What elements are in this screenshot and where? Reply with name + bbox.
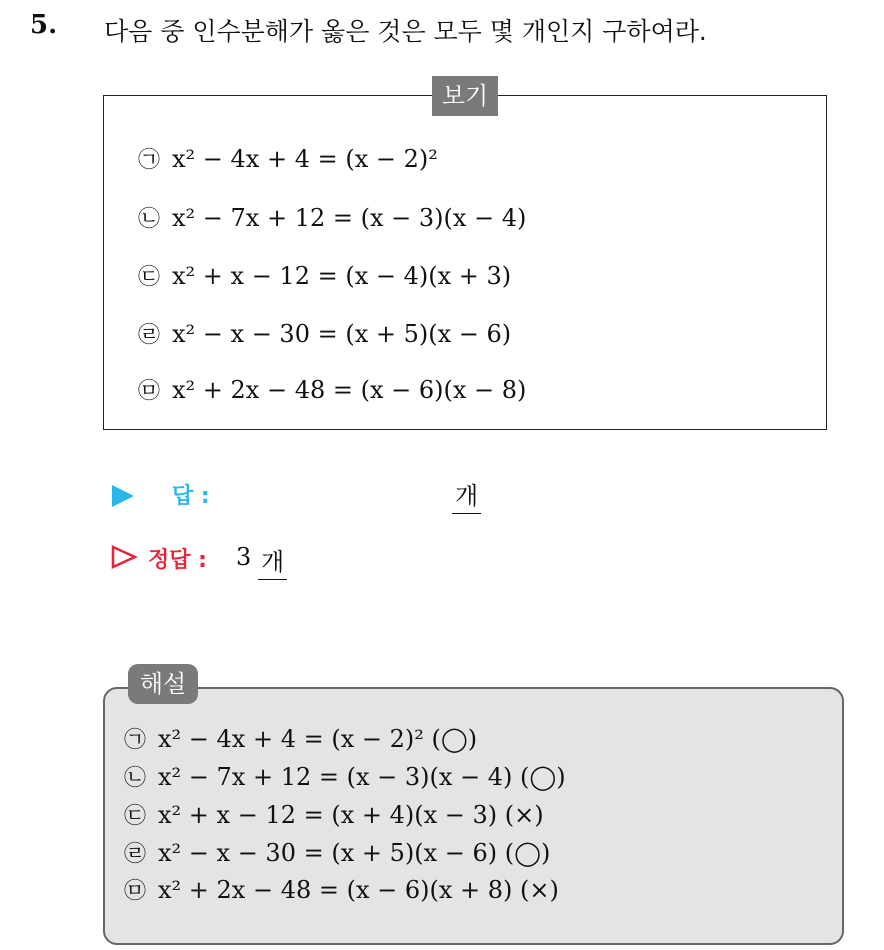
correct-unit: 개 <box>258 542 287 580</box>
item-marker: ㉣ <box>124 842 147 867</box>
item-marker: ㉡ <box>124 766 147 791</box>
item-marker: ㉢ <box>138 265 161 290</box>
item-expression: x² − 7x + 12 = (x − 3)(x − 4) (◯) <box>158 763 566 791</box>
bogi-item <box>138 260 511 291</box>
item-expression: x² + x − 12 = (x − 4)(x + 3) <box>172 262 512 290</box>
correct-arrow-icon <box>110 543 138 571</box>
item-marker: ㉤ <box>138 379 161 404</box>
item-expression: x² − 4x + 4 = (x − 2)² (◯) <box>158 725 478 753</box>
item-marker: ㉤ <box>124 879 147 904</box>
bogi-item <box>138 374 526 405</box>
item-marker: ㉢ <box>124 804 147 829</box>
item-marker: ㉠ <box>138 148 161 173</box>
question-number: 5. <box>30 10 58 40</box>
item-marker: ㉣ <box>138 323 161 348</box>
solution-item <box>124 799 544 830</box>
answer-arrow-icon <box>112 485 134 507</box>
item-expression: x² − 7x + 12 = (x − 3)(x − 4) <box>172 204 527 232</box>
item-expression: x² − x − 30 = (x + 5)(x − 6) (◯) <box>158 839 551 867</box>
correct-label: 정답 : <box>148 548 207 573</box>
solution-title: 해설 <box>128 664 198 704</box>
item-expression: x² + x − 12 = (x + 4)(x − 3) (×) <box>158 801 544 829</box>
solution-item <box>124 723 477 754</box>
bogi-item <box>138 318 511 349</box>
bogi-item <box>138 202 526 233</box>
answer-label: 답 : <box>172 484 210 509</box>
solution-item <box>124 761 566 792</box>
item-expression: x² + 2x − 48 = (x − 6)(x − 8) <box>172 376 527 404</box>
bogi-item <box>138 143 438 174</box>
solution-item <box>124 837 550 868</box>
item-marker: ㉡ <box>138 207 161 232</box>
solution-item <box>124 874 559 905</box>
item-expression: x² − x − 30 = (x + 5)(x − 6) <box>172 320 512 348</box>
item-expression: x² + 2x − 48 = (x − 6)(x + 8) (×) <box>158 876 559 904</box>
bogi-title: 보기 <box>432 76 498 116</box>
question-text: 다음 중 인수분해가 옳은 것은 모두 몇 개인지 구하여라. <box>104 17 707 46</box>
item-marker: ㉠ <box>124 728 147 753</box>
item-expression: x² − 4x + 4 = (x − 2)² <box>172 145 438 173</box>
answer-unit[interactable]: 개 <box>452 476 481 514</box>
correct-value: 3 <box>236 543 252 571</box>
